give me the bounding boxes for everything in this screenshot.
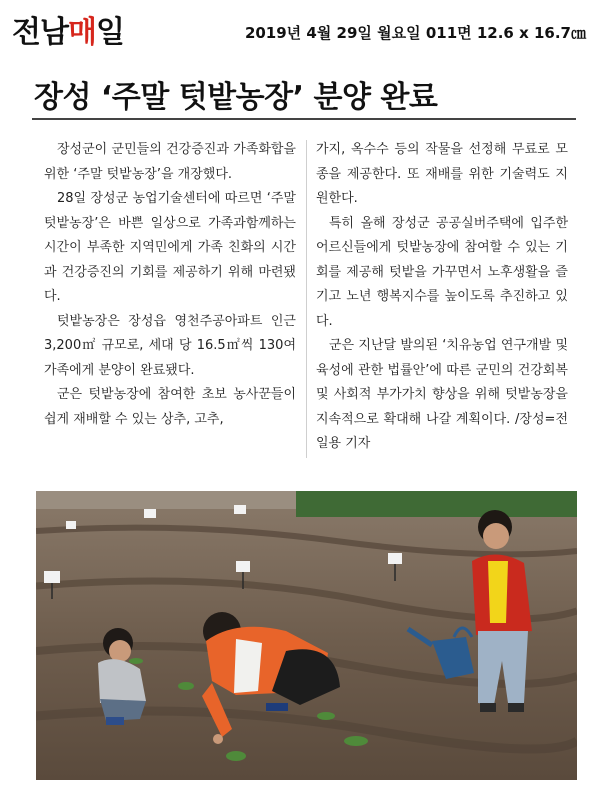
paragraph: 텃밭농장은 장성읍 영천주공아파트 인근 3,200㎡ 규모로, 세대 당 16.5㎡씩 130여 가족에게 분양이 완료됐다. (44, 313, 296, 378)
headline-rule (32, 118, 576, 120)
paragraph: 가지, 옥수수 등의 작물을 선정해 무료로 모종을 제공한다. 또 재배를 위한 기술력도 지원한다. (316, 142, 568, 206)
paragraph: 28일 장성군 농업기술센터에 따르면 ‘주말 텃밭농장’은 바쁜 일상으로 가족과함께하는 시간이 부족한 지역민에게 가족 친화의 시간과 건강증진의 기회를 제공하기 위해 마련됐다. (44, 191, 296, 304)
logo-text-accent: 매 (67, 15, 96, 50)
paragraph: 군은 지난달 발의된 ‘치유농업 연구개발 및 육성에 관한 법률안’에 따른 군민의 건강회복 및 사회적 부가가치 향상을 위해 텃밭농장을 지속적으로 확대해 나갈 계획이다. /장성=전일용 기자 (316, 338, 568, 451)
logo-text-2: 일 (95, 15, 124, 50)
newspaper-logo (12, 14, 124, 52)
article-photo (36, 491, 577, 780)
green-hedge (296, 491, 577, 517)
paragraph: 특히 올해 장성군 공공실버주택에 입주한 어르신들에게 텃밭농장에 참여할 수 있는 기회를 제공해 텃밭을 가꾸면서 노후생활을 즐기고 노년 행복지수를 높이도록 추진하고 있다. (316, 215, 568, 329)
paragraph: 군은 텃밭농장에 참여한 초보 농사꾼들이 쉽게 재배할 수 있는 상추, 고추, (44, 387, 296, 427)
clip-info: 2019년 4월 29일 월요일 011면 12.6 x 16.7㎝ (244, 24, 586, 42)
garden-photo-illustration (36, 491, 577, 780)
article-column-left (44, 138, 296, 432)
article-headline: 장성 ‘주말 텃밭농장’ 분양 완료 (34, 80, 438, 115)
column-divider (306, 140, 307, 458)
paragraph: 장성군이 군민들의 건강증진과 가족화합을 위한 ‘주말 텃밭농장’을 개장했다. (44, 142, 296, 182)
masthead (8, 14, 592, 54)
logo-text-1: 전남 (12, 15, 68, 50)
article-column-right (316, 138, 568, 457)
